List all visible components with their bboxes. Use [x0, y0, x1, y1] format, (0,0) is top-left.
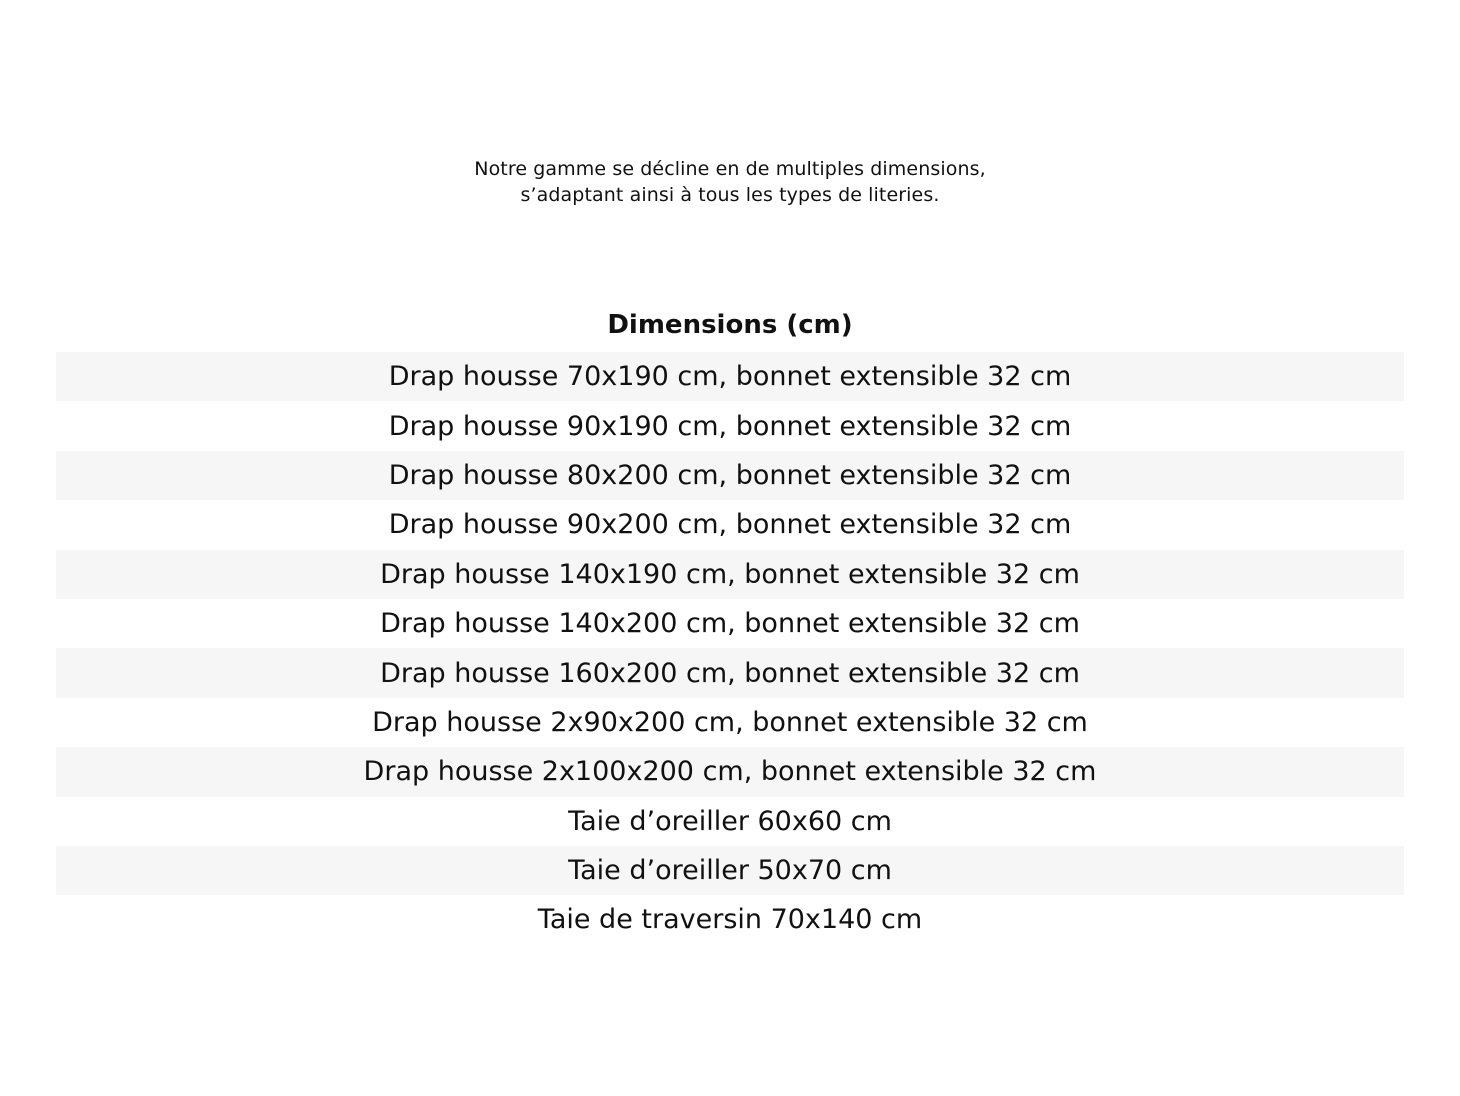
table-row: Drap housse 70x190 cm, bonnet extensible 32 cm [56, 352, 1404, 401]
intro-text [0, 156, 1460, 208]
table-row: Drap housse 80x200 cm, bonnet extensible 32 cm [56, 451, 1404, 500]
table-row: Taie d’oreiller 50x70 cm [56, 846, 1404, 895]
intro-line-1: Notre gamme se décline en de multiples dimensions, [474, 158, 986, 180]
table-row: Drap housse 90x190 cm, bonnet extensible 32 cm [388, 410, 1072, 442]
table-row: Taie de traversin 70x140 cm [537, 904, 923, 936]
table-row: Drap housse 2x100x200 cm, bonnet extensible 32 cm [56, 747, 1404, 796]
table-row: Drap housse 160x200 cm, bonnet extensible 32 cm [56, 648, 1404, 697]
table-row: Drap housse 90x200 cm, bonnet extensible 32 cm [388, 509, 1072, 541]
table-row: Drap housse 140x200 cm, bonnet extensible 32 cm [380, 608, 1080, 640]
table-row: Drap housse 2x90x200 cm, bonnet extensible 32 cm [372, 706, 1088, 738]
table-header: Dimensions (cm) [607, 310, 853, 340]
table-row: Taie d’oreiller 60x60 cm [568, 805, 892, 837]
table-row: Drap housse 140x190 cm, bonnet extensible 32 cm [56, 550, 1404, 599]
intro-line-2: s’adaptant ainsi à tous les types de literies. [520, 184, 940, 206]
dimensions-table [56, 298, 1404, 945]
